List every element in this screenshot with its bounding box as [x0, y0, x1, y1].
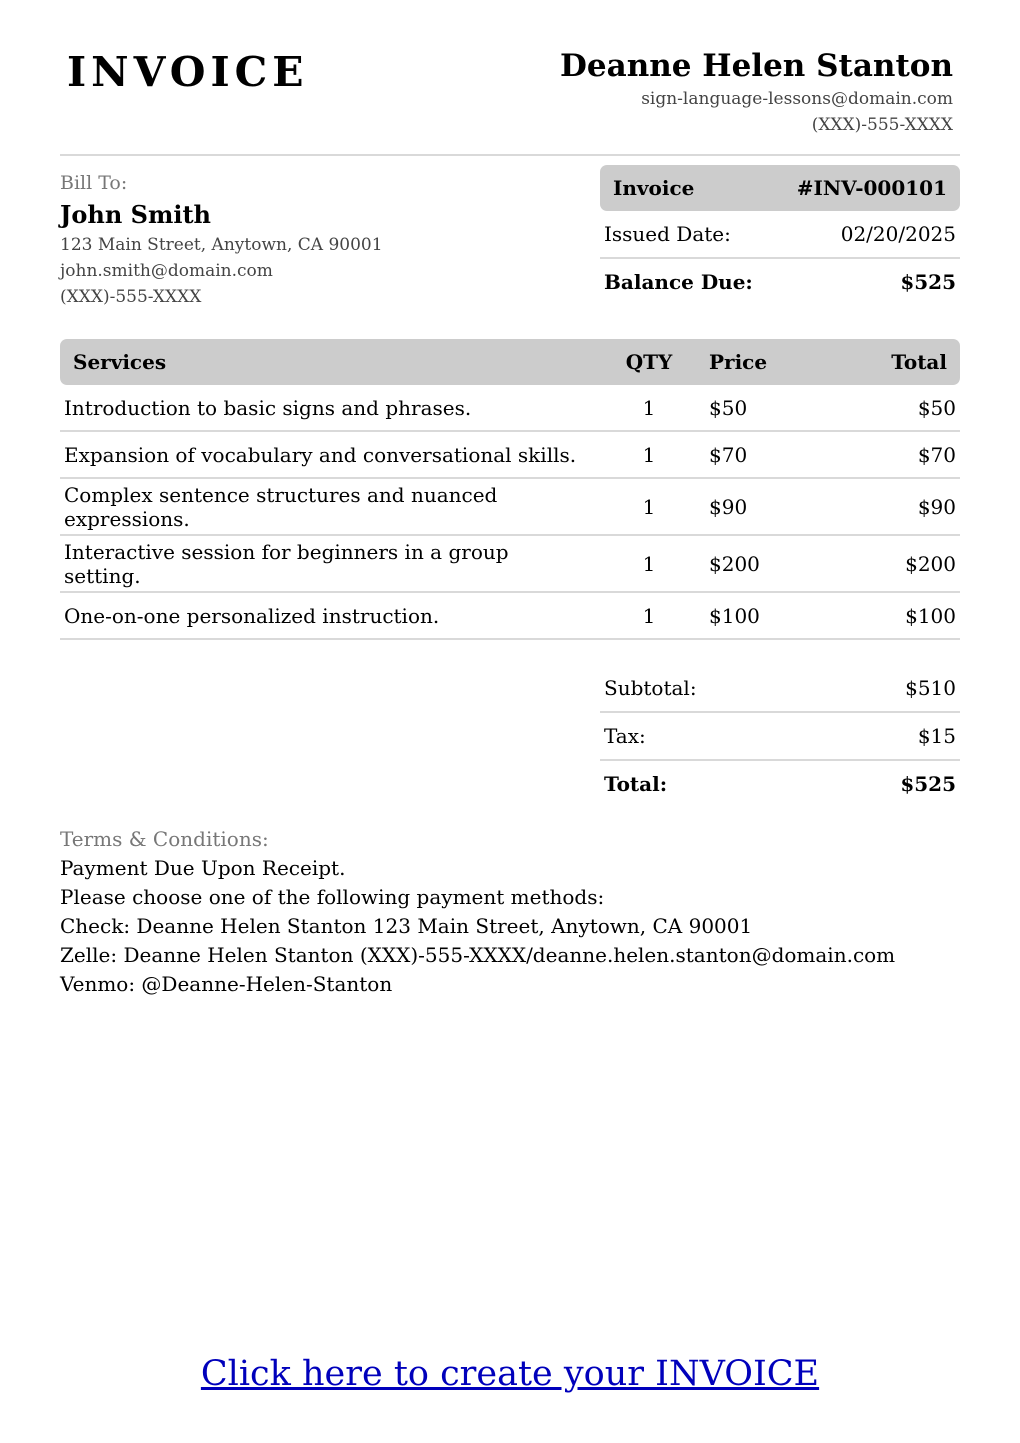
document-title: INVOICE: [67, 48, 309, 96]
service-total: $100: [905, 603, 956, 628]
column-header-price: Price: [709, 350, 768, 374]
service-price: $200: [709, 551, 760, 576]
balance-due-row: [600, 259, 960, 305]
service-total: $200: [905, 551, 956, 576]
subtotal-value: $510: [905, 676, 956, 700]
terms-line-methods-intro: Please choose one of the following payment methods:: [60, 885, 605, 909]
invoice-number: #INV-000101: [796, 176, 947, 200]
client-name: John Smith: [60, 200, 211, 229]
grand-total-value: $525: [900, 772, 956, 796]
balance-due-label: Balance Due:: [604, 270, 753, 294]
service-total: $90: [917, 494, 956, 519]
terms-section: [60, 825, 960, 999]
subtotal-row: [600, 665, 960, 713]
terms-label: Terms & Conditions:: [60, 827, 269, 851]
vendor-name: Deanne Helen Stanton: [560, 48, 953, 84]
service-description: Expansion of vocabulary and conversational skills.: [64, 442, 577, 467]
service-price: $50: [709, 395, 748, 420]
issued-date-label: Issued Date:: [604, 222, 731, 246]
issued-date-row: [600, 211, 960, 259]
terms-line-payment-due: Payment Due Upon Receipt.: [60, 856, 346, 880]
service-description: One-on-one personalized instruction.: [64, 603, 440, 628]
terms-line-zelle: Zelle: Deanne Helen Stanton (XXX)-555-XXXX/deanne.helen.stanton@domain.com: [60, 943, 896, 967]
client-phone: (XXX)-555-XXXX: [60, 287, 202, 307]
client-address: 123 Main Street, Anytown, CA 90001: [60, 235, 383, 255]
service-qty: 1: [642, 494, 656, 519]
invoice-number-header: [600, 165, 960, 211]
invoice-header: [60, 0, 960, 156]
service-price: $70: [709, 442, 748, 467]
service-total: $50: [917, 395, 956, 420]
invoice-meta: [600, 165, 960, 305]
invoice-label: Invoice: [613, 176, 695, 200]
table-row: [60, 432, 960, 479]
table-row: [60, 536, 960, 593]
subtotal-label: Subtotal:: [604, 676, 697, 700]
service-price: $90: [709, 494, 748, 519]
grand-total-label: Total:: [604, 772, 668, 796]
service-price: $100: [709, 603, 760, 628]
vendor-email: sign-language-lessons@domain.com: [641, 89, 953, 109]
cta-container: [0, 1352, 1020, 1396]
issued-date-value: 02/20/2025: [840, 222, 956, 246]
service-description: Introduction to basic signs and phrases.: [64, 395, 472, 420]
terms-line-check: Check: Deanne Helen Stanton 123 Main Street, Anytown, CA 90001: [60, 914, 753, 938]
column-header-total: Total: [891, 350, 947, 374]
table-row: [60, 593, 960, 640]
service-qty: 1: [642, 442, 656, 467]
bill-to-label: Bill To:: [60, 172, 128, 194]
table-row: [60, 479, 960, 536]
bill-to-section: [60, 170, 560, 310]
terms-line-venmo: Venmo: @Deanne-Helen-Stanton: [60, 972, 393, 996]
vendor-phone: (XXX)-555-XXXX: [811, 115, 953, 135]
tax-value: $15: [917, 724, 956, 748]
service-qty: 1: [642, 603, 656, 628]
invoice-page: [60, 0, 960, 996]
tax-label: Tax:: [604, 724, 646, 748]
balance-due-value: $525: [900, 270, 956, 294]
vendor-info: [560, 46, 953, 138]
service-total: $70: [917, 442, 956, 467]
table-header: [60, 339, 960, 385]
service-description: Interactive session for beginners in a group setting.: [64, 539, 509, 588]
column-header-qty: QTY: [625, 350, 673, 374]
client-email: john.smith@domain.com: [60, 261, 273, 281]
tax-row: [600, 713, 960, 761]
service-qty: 1: [642, 551, 656, 576]
grand-total-row: [600, 761, 960, 807]
table-row: [60, 385, 960, 432]
totals-section: [600, 665, 960, 807]
service-description: Complex sentence structures and nuanced expressions.: [64, 482, 498, 531]
create-invoice-link[interactable]: Click here to create your INVOICE: [200, 1354, 820, 1394]
services-table: [60, 339, 960, 640]
column-header-services: Services: [73, 350, 167, 374]
service-qty: 1: [642, 395, 656, 420]
